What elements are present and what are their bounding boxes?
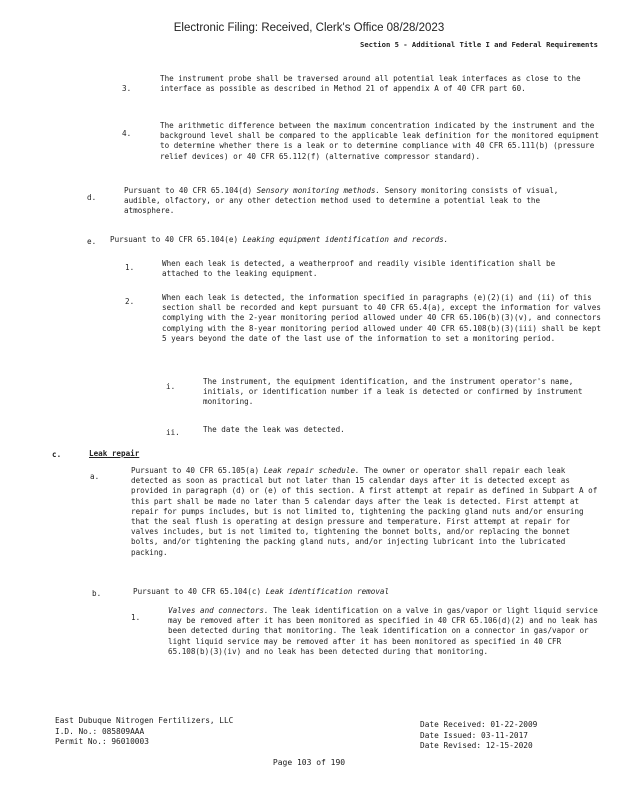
item-d-text: Sensory monitoring consists of visual, audible, olfactory, or any other detection method used to determine a potential leak to the atmosphere. (124, 186, 559, 216)
footer-id-number: I.D. No.: 085809AAA (55, 726, 145, 736)
item-d-number: d. (87, 193, 97, 202)
item-d-paragraph (124, 186, 594, 217)
footer-date-issued: Date Issued: 03-11-2017 (420, 730, 528, 740)
item-d-citation: Pursuant to 40 CFR 65.104(d) (124, 186, 253, 195)
item-cb1-text: The leak identification on a valve in gas/vapor or light liquid service may be removed after it has been monitored as specified in 40 CFR 65.106(d)(2) and no leak has been detected during that monitoring. The leak identification on a connector in gas/vapor or light liquid service may be removed after it has been monitored as specified in 40 CFR 65.108(b)(3)(iv) and no leak has been detected during that monitoring. (168, 606, 598, 656)
item-e-number: e. (87, 237, 97, 246)
item-cb1-paragraph (168, 606, 604, 657)
item-e2-text: When each leak is detected, the information specified in paragraphs (e)(2)(i) and (ii) of this section shall be recorded and kept pursuant to 40 CFR 65.4(a), except the information for valves complying with the 2-year monitoring period allowed under 40 CFR 65.106(b)(3)(v), and connectors complying with the 8-year monitoring period allowed under 40 CFR 65.108(b)(3)(iii) shall be kept 5 years beyond the date of the last use of the information to set a monitoring period. (162, 293, 601, 343)
item-cb-heading (133, 587, 593, 597)
item-ca-paragraph (131, 466, 601, 558)
item-cb1-title: Valves and connectors. (168, 606, 269, 615)
item-e-title: Leaking equipment identification and records. (242, 235, 449, 244)
filing-stamp: Electronic Filing: Received, Clerk's Office 08/28/2023 (173, 22, 445, 34)
item-ca-number: a. (90, 472, 100, 481)
section-header: Section 5 - Additional Title I and Federal Requirements (360, 40, 598, 49)
item-4-text: The arithmetic difference between the maximum concentration indicated by the instrument and the background level shall be compared to the applicable leak definition for the monitored equipment to determine whether there is a leak or to determine compliance with 40 CFR 65.111(b) (pressure relief devices) or 40 CFR 65.112(f) (alternative compressor standard). (160, 121, 599, 161)
item-e2-number: 2. (125, 297, 135, 306)
item-4-number: 4. (122, 129, 132, 138)
item-3-number: 3. (122, 84, 132, 93)
page-number: Page 103 of 190 (272, 758, 346, 767)
section-c-title: Leak repair (89, 449, 140, 458)
item-ca-title: Leak repair schedule. (263, 466, 360, 475)
item-cb-number: b. (92, 589, 102, 598)
item-cb-citation: Pursuant to 40 CFR 65.104(c) (133, 587, 262, 596)
footer-company: East Dubuque Nitrogen Fertilizers, LLC (55, 716, 234, 725)
item-e1-number: 1. (125, 263, 135, 272)
item-e2i-number: i. (166, 382, 176, 391)
footer-date-revised: Date Revised: 12-15-2020 (420, 741, 533, 750)
item-3-text: The instrument probe shall be traversed around all potential leak interfaces as close to the interface as possible as described in Method 21 of appendix A of 40 CFR part 60. (160, 74, 581, 94)
footer-permit-info (55, 716, 233, 748)
item-cb1-number: 1. (131, 613, 141, 622)
item-e2i-text: The instrument, the equipment identification, and the instrument operator's name, initials, or identification number if a leak is detected or confirmed by instrument monitoring. (203, 377, 583, 407)
item-ca-text: The owner or operator shall repair each leak detected as soon as practical but not later than 15 calendar days after it is detected except as provided in paragraph (d) or (e) of this section. A first attempt at repair as defined in Subpart A of this part shall be made no later than 5 calendar days after the leak is detected. First attempt at repair for pumps includes, but is not limited to, tightening the packing gland nuts and/or ensuring that the seal flush is operating at design pressure and temperature. First attempt at repair for valves includes, but is not limited to, tightening the bonnet bolts, and/or replacing the bonnet bolts, and/or tightening the packing gland nuts, and/or injecting lubricant into the lubricated packing. (131, 466, 598, 557)
item-e2ii-text: The date the leak was detected. (203, 425, 345, 434)
footer-permit-number: Permit No.: 96010003 (55, 737, 149, 746)
item-d-title: Sensory monitoring methods. (256, 186, 381, 195)
footer-date-received: Date Received: 01-22-2009 (420, 720, 538, 729)
item-e-citation: Pursuant to 40 CFR 65.104(e) (110, 235, 239, 244)
item-ca-citation: Pursuant to 40 CFR 65.105(a) (131, 466, 260, 475)
item-cb-title: Leak identification removal (265, 587, 390, 596)
footer-dates (420, 720, 537, 752)
item-e1-text: When each leak is detected, a weatherproof and readily visible identification shall be attached to the leaking equipment. (162, 259, 556, 279)
item-e2ii-number: ii. (166, 428, 180, 437)
item-e-heading (110, 235, 600, 245)
section-c-number: c. (52, 450, 62, 459)
